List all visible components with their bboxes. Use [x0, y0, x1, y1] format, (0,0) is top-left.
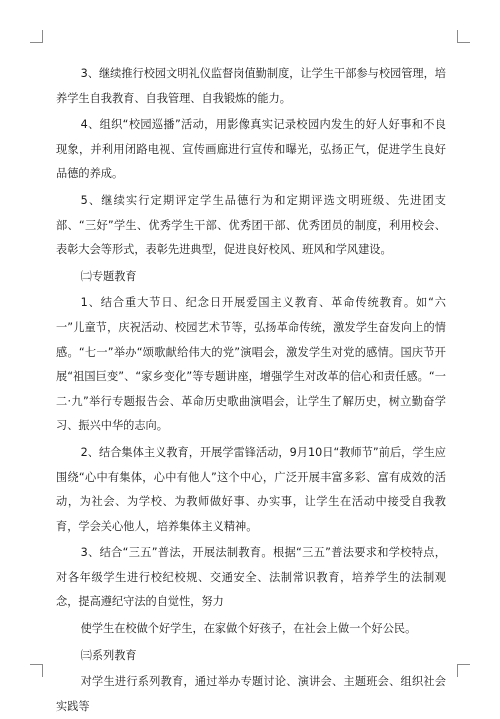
paragraph-topic-1: 1、结合重大节日、纪念日开展爱国主义教育、革命传统教育。如“六一”儿童节，庆祝活动、校园艺术节等，弘扬革命传统，激发学生奋发向上的情感。“七一”举办“颂歌献给伟大的党”演唱会，激发学生对党的感情。国庆节开展“祖国巨变”、“家乡变化”等专题讲座，增强学生对改革的信心和责任感。“一二·九”举行专题报告会、革命历史歌曲演唱会，让学生了解历史，树立勤奋学习、振兴中华的志向。: [56, 296, 446, 433]
section-heading-series-education: ㈢系列教育: [80, 648, 137, 662]
paragraph-series-intro: 对学生进行系列教育，通过举办专题讨论、演讲会、主题班会、组织社会实践等: [56, 675, 446, 713]
document-body: [56, 62, 446, 719]
paragraph-topic-3: 3、结合“三五”普法，开展法制教育。根据“三五”普法要求和学校特点，对各年级学生进行校纪校规、交通安全、法制常识教育，培养学生的法制观念，提高遵纪守法的自觉性，努力: [56, 546, 446, 609]
paragraph-topic-2: 2、结合集体主义教育，开展学雷锋活动，9月10日“教师节”前后，学生应围绕“心中有集体，心中有他人”这个中心，广泛开展丰富多彩、富有成效的活动，为社会、为学校、为教师做好事、办实事，让学生在活动中接受自我教育，学会关心他人，培养集体主义精神。: [56, 445, 446, 533]
paragraph-item-4: 4、组织“校园巡播”活动，用影像真实记录校园内发生的好人好事和不良现象，并利用闭路电视、宣传画廊进行宣传和曝光，弘扬正气，促进学生良好品德的养成。: [56, 118, 446, 181]
paragraph-item-3: 3、继续推行校园文明礼仪监督岗值勤制度，让学生干部参与校园管理，培养学生自我教育、自我管理、自我锻炼的能力。: [56, 67, 446, 105]
paragraph-item-5: 5、继续实行定期评定学生品德行为和定期评选文明班级、先进团支部、“三好”学生、优秀学生干部、优秀团干部、优秀团员的制度，利用校会、表彰大会等形式，表彰先进典型，促进良好校风、班风和学风建设。: [56, 193, 446, 257]
paragraph-topic-3-continued: 使学生在校做个好学生，在家做个好孩子，在社会上做一个好公民。: [80, 622, 417, 636]
section-heading-topic-education: ㈡专题教育: [80, 269, 137, 283]
